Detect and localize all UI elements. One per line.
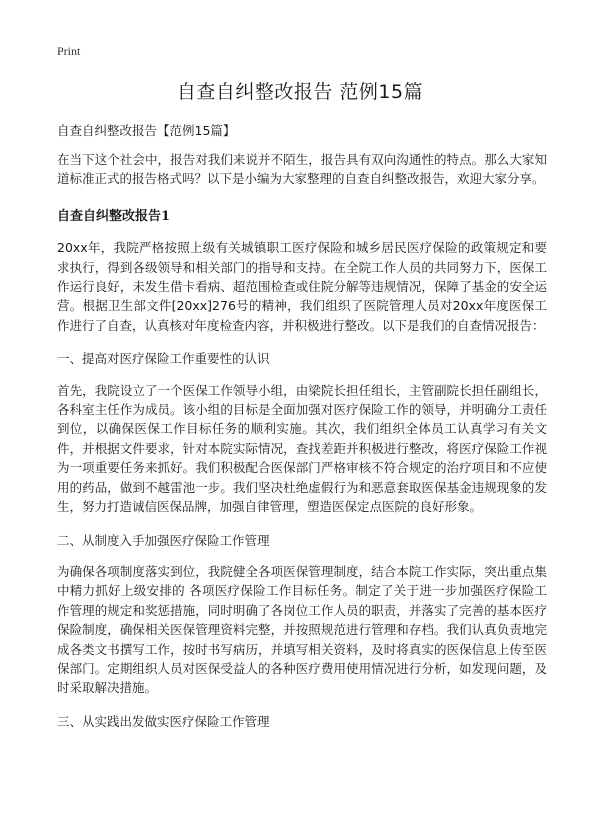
print-link[interactable]: Print	[57, 44, 81, 58]
subheading-2: 二、从制度入手加强医疗保险工作管理	[57, 532, 270, 548]
document-body	[57, 150, 547, 743]
intro-paragraph: 在当下这个社会中，报告对我们来说并不陌生，报告具有双向沟通性的特点。那么大家知道标准正式的报告格式吗？以下是小编为大家整理的自查自纠整改报告，欢迎大家分享。	[57, 152, 547, 187]
page-title: 自查自纠整改报告 范例15篇	[176, 81, 424, 103]
section-heading: 自查自纠整改报告1	[57, 208, 171, 224]
subheading-3: 三、从实践出发做实医疗保险工作管理	[57, 713, 270, 729]
body-paragraph-3: 为确保各项制度落实到位，我院健全各项医保管理制度，结合本院工作实际，突出重点集中精力抓好上级安排的 各项医疗保险工作目标任务。制定了关于进一步加强医疗保险工作管理的规定和奖惩措施，同时明确了各岗位工作人员的职责，并落实了完善的基本医疗保险制度，确保相关医保管理资料完整，并按照规范进行管理和存档。我们认真负责地完成各类文书撰写工作，按时书写病历，并填写相关资料，及时将真实的医保信息上传至医保部门。定期组织人员对医保受益人的各种医疗费用使用情况进行分析，如发现问题，及时采取解决措施。	[57, 563, 547, 696]
body-paragraph-2: 首先，我院设立了一个医保工作领导小组，由梁院长担任组长，主管副院长担任副组长，各科室主任作为成员。该小组的目标是全面加强对医疗保险工作的领导，并明确分工责任到位，以确保医保工作目标任务的顺利实施。其次，我们组织全体员工认真学习有关文件，并根据文件要求，针对本院实际情况，查找差距并积极进行整改，将医疗保险工作视为一项重要任务来抓好。我们积极配合医保部门严格审核不符合规定的治疗项目和不应使用的药品，做到不越雷池一步。我们坚决杜绝虚假行为和恶意套取医保基金违规现象的发生，努力打造诚信医保品牌，加强自律管理，塑造医保定点医院的良好形象。	[57, 382, 547, 515]
document-subtitle: 自查自纠整改报告【范例15篇】	[57, 123, 236, 138]
subheading-1: 一、提高对医疗保险工作重要性的认识	[57, 351, 270, 367]
body-paragraph-1: 20xx年，我院严格按照上级有关城镇职工医疗保险和城乡居民医疗保险的政策规定和要求执行，得到各级领导和相关部门的指导和支持。在全院工作人员的共同努力下，医保工作运行良好，未发生借卡看病、超范围检查或住院分解等违规情况，保障了基金的安全运营。根据卫生部文件[20xx]276号的精神，我们组织了医院管理人员对20xx年度医保工作进行了自查，认真核对年度检查内容，并积极进行整改。以下是我们的自查情况报告：	[57, 240, 547, 333]
